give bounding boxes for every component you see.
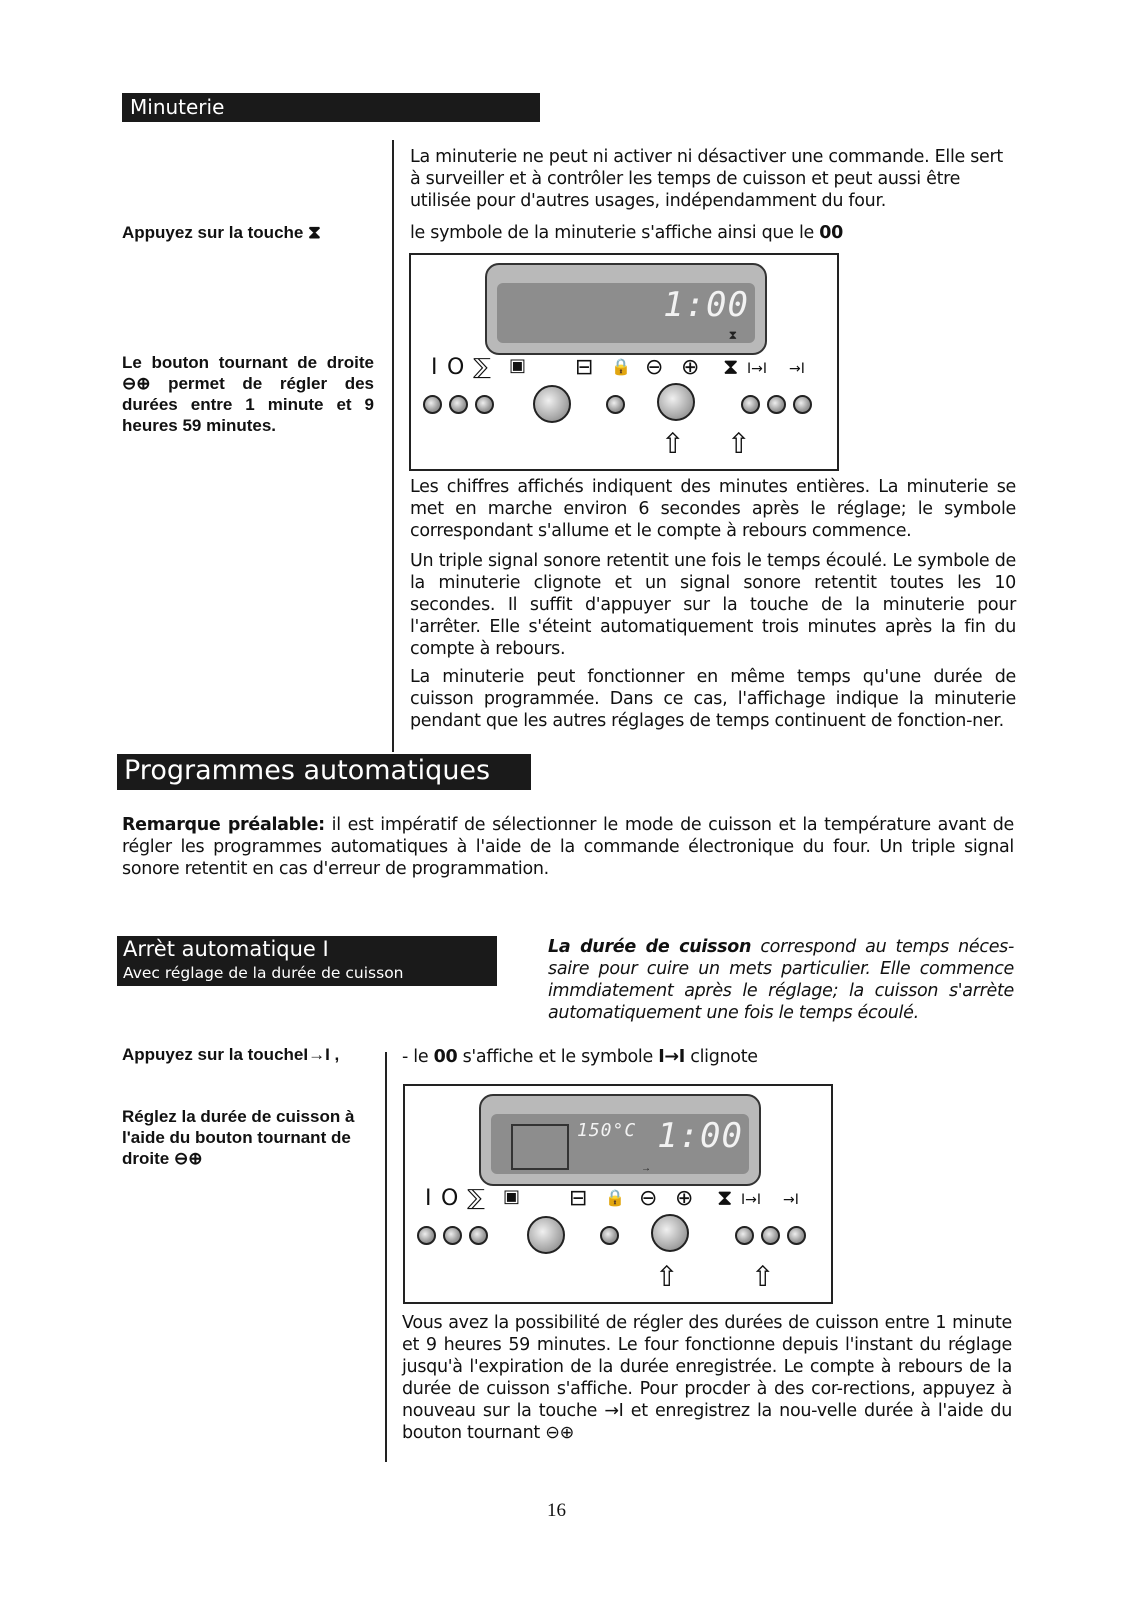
arret-heading: Arrèt automatique I bbox=[123, 937, 329, 961]
panel-symbol-minus: ⊖ bbox=[639, 1186, 658, 1211]
oven-display-1 bbox=[485, 263, 767, 355]
panel-symbol-light: O bbox=[447, 355, 465, 380]
column-divider-2 bbox=[385, 1052, 387, 1462]
arrow-up-icon: ⇧ bbox=[655, 1261, 679, 1292]
arrow-up-icon: ⇧ bbox=[661, 428, 685, 459]
panel-symbol-minus: ⊖ bbox=[645, 355, 664, 380]
msg-value: 00 bbox=[433, 1047, 458, 1067]
press-label: Appuyez sur la touche bbox=[122, 223, 304, 242]
knob-right[interactable] bbox=[657, 383, 695, 421]
minuterie-heading-bar bbox=[122, 93, 540, 122]
press-label: Appuyez sur la touche bbox=[122, 1045, 304, 1064]
oven-control-panel-1 bbox=[409, 253, 839, 471]
definition-text: correspond au temps néces-saire pour cuire un mets particulier. Elle commence immdiatement après le réglage; la cuisson s'arrète automatiquement une fois le temps écoulé. bbox=[548, 937, 1014, 1023]
arrow-up-icon: ⇧ bbox=[727, 428, 751, 459]
knob-right[interactable] bbox=[651, 1214, 689, 1252]
minuterie-knob-note: Le bouton tournant de droite ⊖⊕ permet de régler des durées entre 1 minute et 9 heures 59 minutes. bbox=[122, 353, 374, 435]
minuterie-heading: Minuterie bbox=[130, 95, 225, 119]
panel-symbol-lock: 🔒 bbox=[611, 357, 631, 376]
page-number: 16 bbox=[547, 1500, 566, 1521]
msg-prefix: - le bbox=[402, 1047, 434, 1067]
arret-press-note bbox=[122, 1044, 392, 1065]
panel-symbol-pyro: ▣ bbox=[503, 1186, 521, 1207]
button-timer[interactable] bbox=[735, 1226, 754, 1245]
panel-symbol-pyro: ▣ bbox=[509, 355, 527, 376]
temperature-box bbox=[511, 1124, 569, 1170]
remark-label: Remarque préalable: bbox=[122, 815, 325, 835]
panel-symbol-lock: 🔒 bbox=[605, 1188, 625, 1207]
button-end[interactable] bbox=[787, 1226, 806, 1245]
button-lock[interactable] bbox=[606, 395, 625, 414]
programmes-remark bbox=[122, 814, 1014, 880]
button-duration[interactable] bbox=[761, 1226, 780, 1245]
arrow-icon: → bbox=[641, 1163, 651, 1174]
arret-knob-note: Réglez la durée de cuisson à l'aide du bouton tournant de droite ⊖⊕ bbox=[122, 1107, 355, 1168]
panel-symbol-duration: I→I bbox=[741, 1192, 761, 1208]
arrow-up-icon: ⇧ bbox=[751, 1261, 775, 1292]
button-timer[interactable] bbox=[741, 395, 760, 414]
panel-symbol-grill: ⊟ bbox=[569, 1186, 588, 1211]
panel-symbol-end: →I bbox=[789, 361, 805, 377]
minuterie-paragraph-3: La minuterie peut fonctionner en même temps qu'une durée de cuisson programmée. Dans ce cas, l'affichage indique la minuterie pendant que les autres réglages de temps continuent de fonction-ner. bbox=[410, 667, 1016, 731]
panel-symbol-plus: ⊕ bbox=[681, 355, 700, 380]
panel-symbol-timer: ⧗ bbox=[717, 1186, 733, 1211]
button-off[interactable] bbox=[417, 1226, 436, 1245]
minuterie-press-note bbox=[122, 222, 382, 243]
minuterie-paragraph-2: Un triple signal sonore retentit une fois le temps écoulé. Le symbole de la minuterie clignote et un signal sonore retentit toutes les 10 secondes. Il suffit d'appuyer sur la touche de la minuterie pour l'arrêter. Elle s'éteint automatiquement trois minutes après la fin du compte à rebours. bbox=[410, 551, 1016, 659]
button-off[interactable] bbox=[423, 395, 442, 414]
knob-left[interactable] bbox=[533, 385, 571, 423]
button-lock[interactable] bbox=[600, 1226, 619, 1245]
duration-icon: I→I bbox=[658, 1047, 685, 1067]
panel-symbol-mode: ⅀ bbox=[473, 355, 491, 380]
definition-label: La durée de cuisson bbox=[548, 937, 752, 957]
panel-symbol-off: I bbox=[431, 355, 438, 380]
duration-icon: I→I bbox=[303, 1045, 330, 1064]
remark-text: il est impératif de sélectionner le mode de cuisson et la température avant de régler les programmes automatiques à l'aide de la commande électronique du four. Un triple signal sonore retentit en cas d'erreur de programmation. bbox=[122, 815, 1014, 879]
arret-paragraph: Vous avez la possibilité de régler des durées de cuisson entre 1 minute et 9 heures 59 minutes. Le four fonctionne depuis l'instant du réglage jusqu'à l'expiration de la durée enregistrée. Le compte à rebours de la durée de cuisson s'affiche. Pour procder à des cor-rections, appuyez à nouveau sur la touche →I et enregistrez la nou-velle durée à l'aide du bouton tournant ⊖⊕ bbox=[402, 1313, 1012, 1443]
programmes-heading-bar bbox=[117, 754, 531, 790]
hourglass-icon: ⧗ bbox=[308, 222, 321, 242]
minuterie-paragraph-1: Les chiffres affichés indiquent des minutes entières. La minuterie se met en marche environ 6 secondes après le réglage; le symbole correspondant s'allume et le compte à rebours commence. bbox=[410, 477, 1016, 541]
arret-display-message bbox=[402, 1046, 1022, 1068]
column-divider bbox=[392, 140, 394, 752]
symbol-value: 00 bbox=[819, 223, 843, 243]
oven-display-2 bbox=[479, 1094, 761, 1186]
panel-symbol-end: →I bbox=[783, 1192, 799, 1208]
programmes-heading: Programmes automatiques bbox=[124, 755, 491, 786]
panel-symbol-off: I bbox=[425, 1186, 432, 1211]
timer-display-value: 1:00 bbox=[663, 285, 749, 325]
panel-symbol-timer: ⧗ bbox=[723, 355, 739, 380]
minuterie-symbol-line bbox=[410, 222, 1010, 244]
oven-control-panel-2 bbox=[403, 1084, 833, 1304]
knob-left[interactable] bbox=[527, 1216, 565, 1254]
button-end[interactable] bbox=[793, 395, 812, 414]
panel-symbol-light: O bbox=[441, 1186, 459, 1211]
symbol-text: le symbole de la minuterie s'affiche ainsi que le bbox=[410, 223, 820, 243]
temperature-display-value: 150°C bbox=[577, 1120, 637, 1141]
display-screen bbox=[491, 1114, 749, 1174]
button-light[interactable] bbox=[449, 395, 468, 414]
minuterie-intro: La minuterie ne peut ni activer ni désactiver une commande. Elle sert à surveiller et à contrôler les temps de cuisson et peut aussi être utilisée pour d'autres usages, indépendamment du four. bbox=[410, 147, 1003, 211]
panel-symbol-grill: ⊟ bbox=[575, 355, 594, 380]
button-duration[interactable] bbox=[767, 395, 786, 414]
button-mode[interactable] bbox=[475, 395, 494, 414]
msg-mid: s'affiche et le symbole bbox=[457, 1047, 659, 1067]
panel-symbol-mode: ⅀ bbox=[467, 1186, 485, 1211]
panel-symbol-plus: ⊕ bbox=[675, 1186, 694, 1211]
display-screen bbox=[497, 283, 755, 343]
msg-suffix: clignote bbox=[685, 1047, 758, 1067]
duration-display-value: 1:00 bbox=[657, 1116, 743, 1156]
arret-subheading: Avec réglage de la durée de cuisson bbox=[123, 964, 404, 982]
arret-heading-bar bbox=[117, 936, 497, 986]
panel-symbol-duration: I→I bbox=[747, 361, 767, 377]
button-mode[interactable] bbox=[469, 1226, 488, 1245]
hourglass-icon: ⧗ bbox=[728, 328, 737, 342]
button-light[interactable] bbox=[443, 1226, 462, 1245]
press-suffix: , bbox=[329, 1045, 340, 1064]
arret-definition bbox=[548, 936, 1014, 1024]
